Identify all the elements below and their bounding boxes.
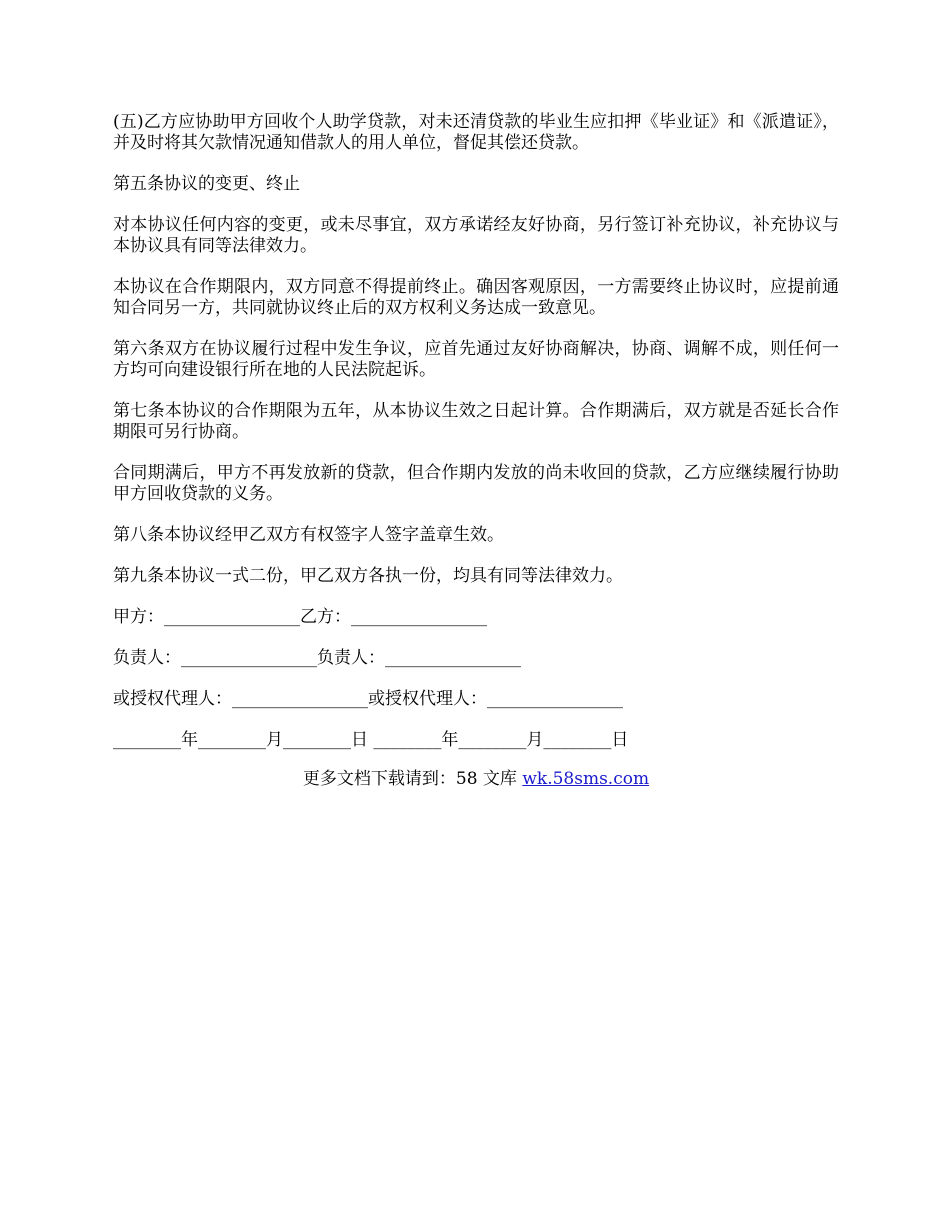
footer-text: 更多文档下载请到：58 文库 — [302, 769, 523, 789]
document-page — [113, 112, 839, 790]
download-footer — [113, 769, 839, 790]
article-5-heading: 第五条协议的变更、终止 — [113, 174, 300, 194]
expiry-paragraph: 合同期满后，甲方不再发放新的贷款，但合作期内发放的尚未收回的贷款，乙方应继续履行协助甲方回收贷款的义务。 — [113, 463, 839, 504]
article-8-effect: 第八条本协议经甲乙双方有权签字人签字盖章生效。 — [113, 525, 504, 545]
footer-link[interactable]: wk.58sms.com — [522, 769, 650, 789]
authorized-agent-line: 或授权代理人：________________或授权代理人：________________ — [113, 689, 623, 709]
article-7-term: 第七条本协议的合作期限为五年，从本协议生效之日起计算。合作期满后，双方就是否延长合作期限可另行协商。 — [113, 401, 839, 442]
clause-5-item-5: (五)乙方应协助甲方回收个人助学贷款，对未还清贷款的毕业生应扣押《毕业证》和《派遣证》，并及时将其欠款情况通知借款人的用人单位，督促其偿还贷款。 — [113, 112, 839, 153]
date-line: ________年________月________日 ________年________月________日 — [113, 730, 629, 750]
amendment-paragraph: 对本协议任何内容的变更，或未尽事宜，双方承诺经友好协商，另行签订补充协议，补充协议与本协议具有同等法律效力。 — [113, 215, 839, 256]
termination-paragraph: 本协议在合作期限内，双方同意不得提前终止。确因客观原因，一方需要终止协议时，应提前通知合同另一方，共同就协议终止后的双方权利义务达成一致意见。 — [113, 277, 839, 318]
party-signature-line: 甲方：________________乙方：________________ — [113, 607, 487, 627]
article-6-dispute: 第六条双方在协议履行过程中发生争议，应首先通过友好协商解决，协商、调解不成，则任何一方均可向建设银行所在地的人民法院起诉。 — [113, 339, 839, 380]
responsible-person-line: 负责人：________________负责人：________________ — [113, 648, 521, 668]
article-9-copies: 第九条本协议一式二份，甲乙双方各执一份，均具有同等法律效力。 — [113, 566, 623, 586]
